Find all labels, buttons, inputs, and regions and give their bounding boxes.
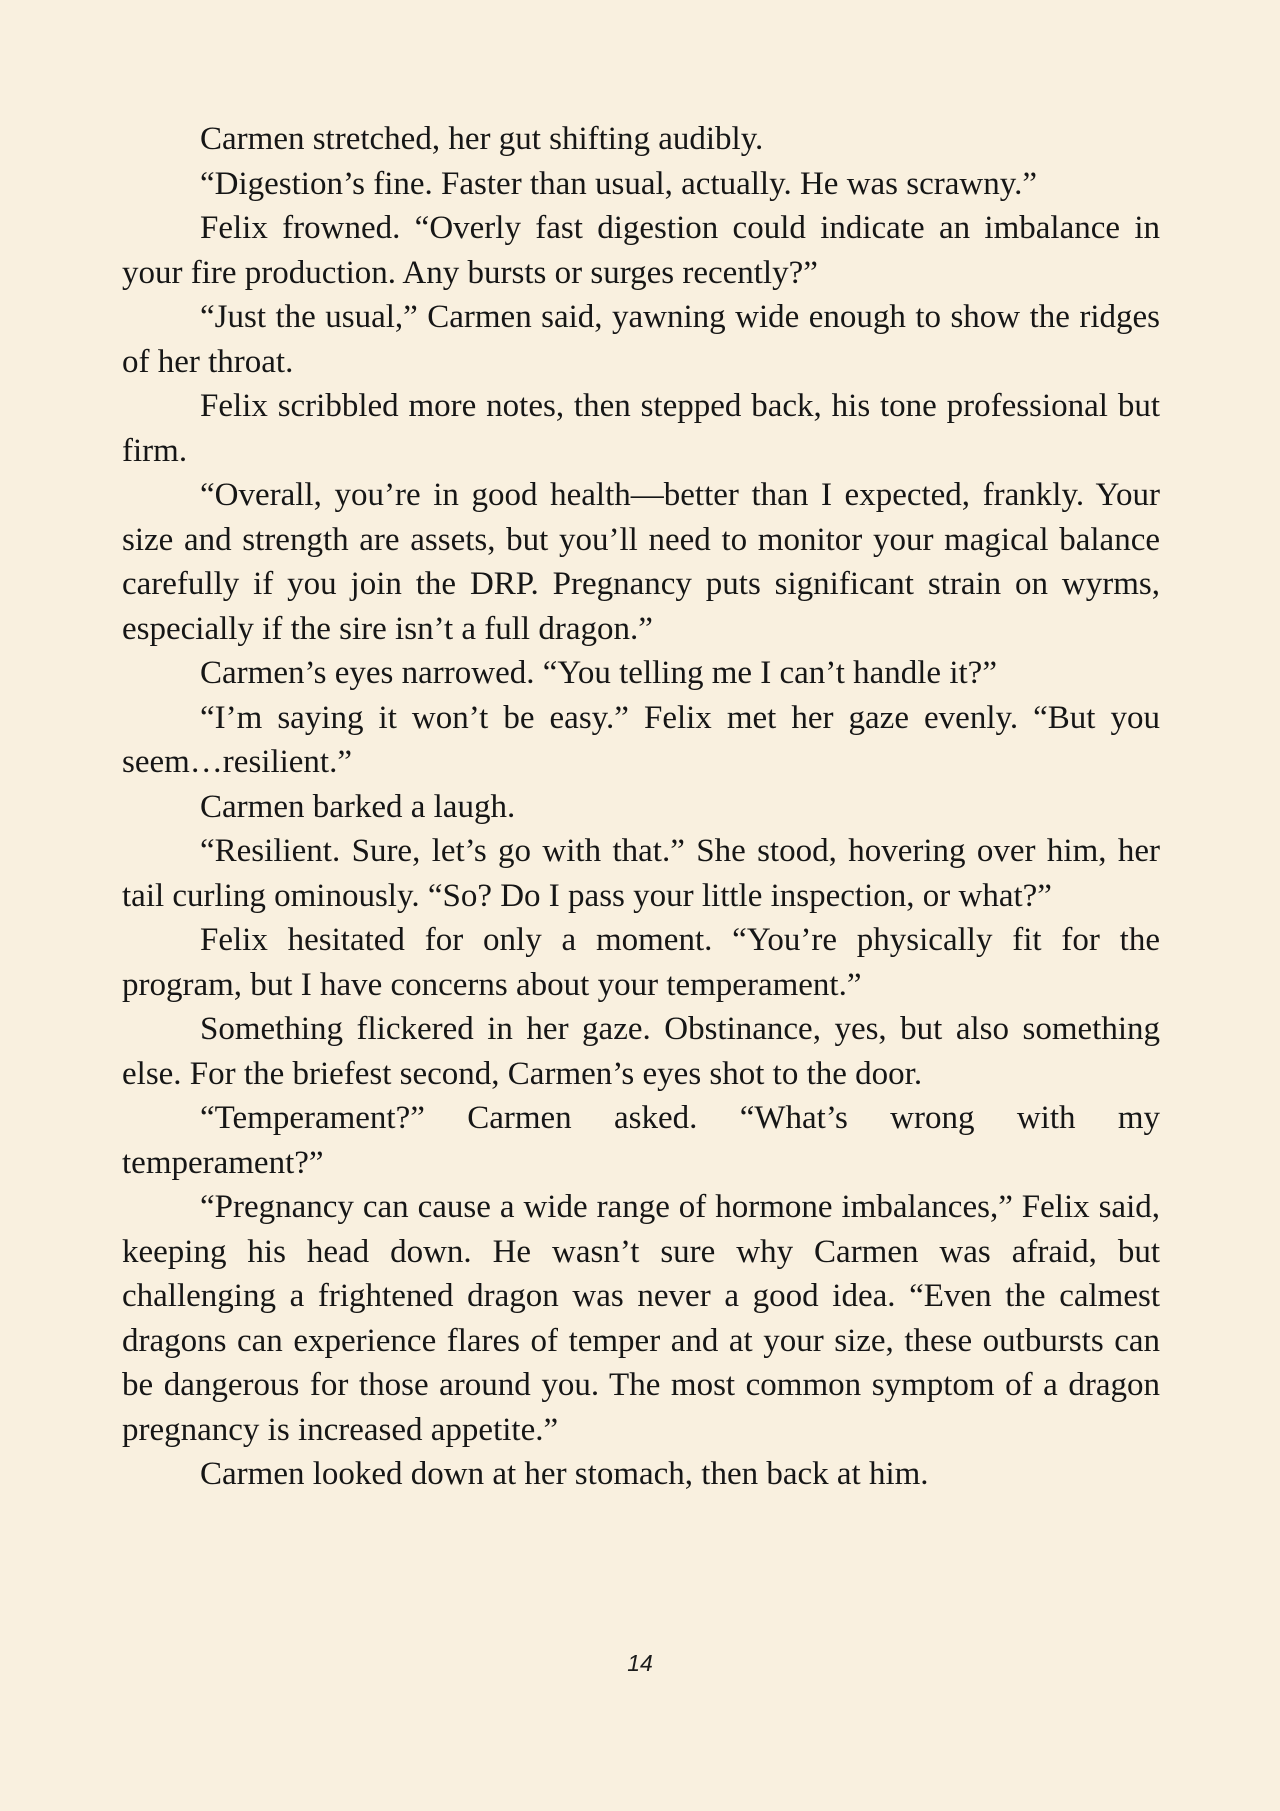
paragraph: Carmen looked down at her stomach, then back at him. (200, 1456, 929, 1492)
paragraph: “Just the usual,” Carmen said, yawning wide enough to show the ridges of her throat. (122, 299, 1160, 380)
paragraph: Felix hesitated for only a moment. “You’re physically fit for the program, but I have concerns about your temperament.” (122, 922, 1160, 1003)
paragraph: Something flickered in her gaze. Obstinance, yes, but also something else. For the briefest second, Carmen’s eyes shot to the door. (122, 1011, 1160, 1092)
paragraph: “Resilient. Sure, let’s go with that.” She stood, hovering over him, her tail curling ominously. “So? Do I pass your little inspection, or what?” (122, 833, 1160, 914)
paragraph: Felix scribbled more notes, then stepped back, his tone professional but firm. (122, 388, 1160, 469)
page-number: 14 (627, 1650, 653, 1676)
paragraph: Carmen barked a laugh. (200, 788, 516, 825)
paragraph: “Temperament?” Carmen asked. “What’s wrong with my temperament?” (122, 1100, 1160, 1181)
paragraph: “Digestion’s fine. Faster than usual, actually. He was scrawny.” (200, 165, 1037, 202)
paragraph: “I’m saying it won’t be easy.” Felix met her gaze evenly. “But you seem…resilient.” (122, 699, 1160, 780)
paragraph: Felix frowned. “Overly fast digestion could indicate an imbalance in your fire production. Any bursts or surges recently?” (122, 210, 1160, 291)
paragraph: Carmen stretched, her gut shifting audibly. (200, 121, 764, 157)
paragraph: “Overall, you’re in good health—better than I expected, frankly. Your size and strength are assets, but you’ll need to monitor your magical balance carefully if you join the DRP. Pregnancy puts significant strain on wyrms, especially if the sire isn’t a full dragon.” (122, 477, 1160, 647)
body-text (122, 117, 1160, 1497)
paragraph: Carmen’s eyes narrowed. “You telling me I can’t handle it?” (200, 655, 997, 691)
paragraph: “Pregnancy can cause a wide range of hormone imbalances,” Felix said, keeping his head down. He wasn’t sure why Carmen was afraid, but challenging a frightened dragon was never a good idea. “Even the calmest dragons can experience flares of temper and at your size, these outbursts can be dangerous for those around you. The most common symptom of a dragon pregnancy is increased appetite.” (122, 1189, 1160, 1448)
